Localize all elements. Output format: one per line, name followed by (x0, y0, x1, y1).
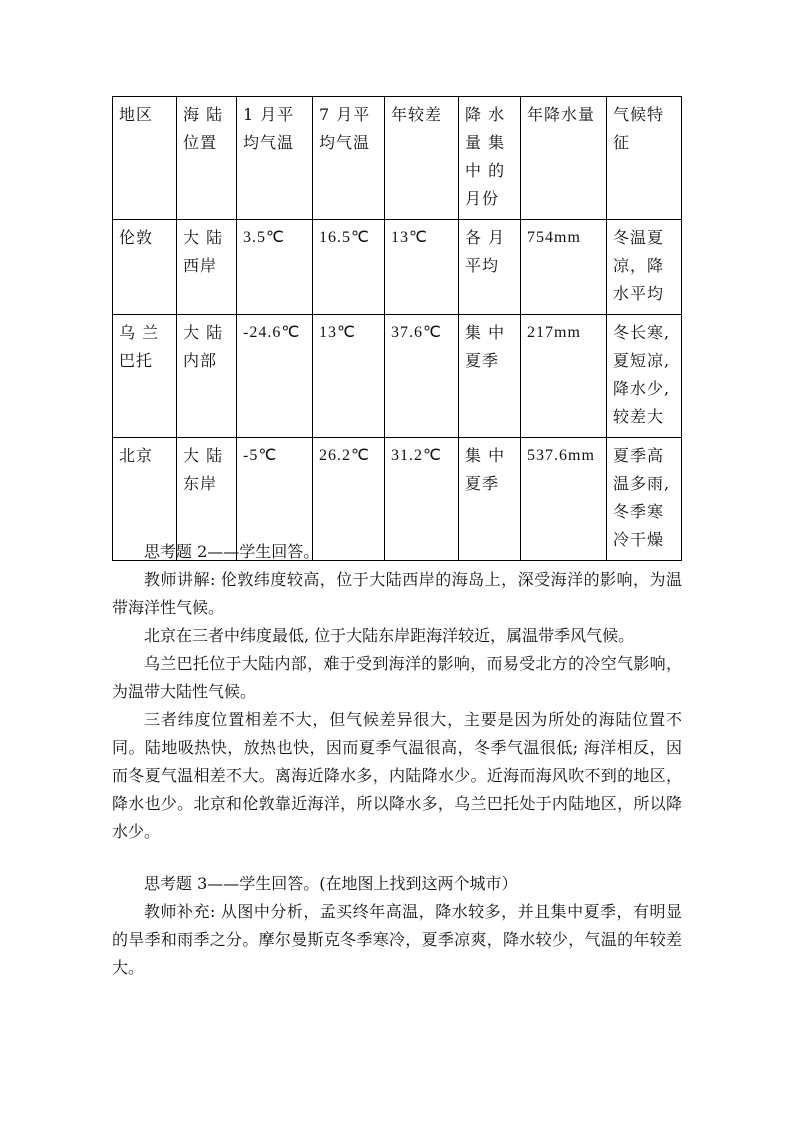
header-cell-jul-temp: 7 月平均气温 (313, 97, 385, 220)
table-header-row (113, 97, 682, 220)
table-cell: 乌 兰巴托 (113, 315, 177, 438)
climate-comparison-table (112, 96, 682, 561)
table-cell: 13℃ (313, 315, 385, 438)
table-cell: 北京 (113, 438, 177, 561)
table-row (113, 220, 682, 315)
table-cell: 3.5℃ (237, 220, 313, 315)
header-cell-region: 地区 (113, 97, 177, 220)
comparison-paragraph: 三者纬度位置相差不大，但气候差异很大，主要是因为所处的海陆位置不同。陆地吸热快，放热也快，因而夏季气温很高，冬季气温很低; 海洋相反，因而冬夏气温相差不大。离海近降水多，内陆降水少。近海而海风吹不到的地区，降水也少。北京和伦敦靠近海洋，所以降水多，乌兰巴托处于内陆地区，所以降水少。 (112, 710, 682, 841)
table-cell: 16.5℃ (313, 220, 385, 315)
table-row (113, 315, 682, 438)
table-cell: 537.6mm (521, 438, 607, 561)
table-cell: -5℃ (237, 438, 313, 561)
table-cell: 冬温夏凉，降水平均 (607, 220, 682, 315)
table-cell: 37.6℃ (385, 315, 459, 438)
table-cell: 31.2℃ (385, 438, 459, 561)
header-cell-annual-rain: 年降水量 (521, 97, 607, 220)
lesson-text (112, 538, 682, 982)
table-cell: 217mm (521, 315, 607, 438)
table-cell: 各 月平均 (459, 220, 521, 315)
beijing-paragraph: 北京在三者中纬度最低, 位于大陆东岸距海洋较近，属温带季风气候。 (144, 626, 635, 645)
table-cell: 伦敦 (113, 220, 177, 315)
header-cell-annual-range: 年较差 (385, 97, 459, 220)
header-cell-location: 海 陆位置 (177, 97, 237, 220)
header-cell-jan-temp: 1 月平均气温 (237, 97, 313, 220)
question-2-paragraph: 思考题 2——学生回答。 (144, 542, 320, 561)
table-cell: 大 陆内部 (177, 315, 237, 438)
table-cell: 大 陆东岸 (177, 438, 237, 561)
ulaanbaatar-paragraph: 乌兰巴托位于大陆内部，难于受到海洋的影响，而易受北方的冷空气影响，为温带大陆性气候。 (112, 654, 682, 701)
teacher-explanation-paragraph: 教师讲解: 伦敦纬度较高，位于大陆西岸的海岛上，深受海洋的影响，为温带海洋性气候。 (112, 570, 682, 617)
table-cell: 754mm (521, 220, 607, 315)
table-cell: 大 陆西岸 (177, 220, 237, 315)
table-cell: 夏季高温多雨,冬季寒冷干燥 (607, 438, 682, 561)
header-cell-rain-months: 降 水量 集中 的月份 (459, 97, 521, 220)
table-cell: 集 中夏季 (459, 438, 521, 561)
header-cell-climate: 气候特征 (607, 97, 682, 220)
question-3-paragraph: 思考题 3——学生回答。(在地图上找到这两个城市） (144, 874, 518, 893)
table-cell: -24.6℃ (237, 315, 313, 438)
table-cell: 集 中夏季 (459, 315, 521, 438)
table-cell: 26.2℃ (313, 438, 385, 561)
table-cell: 冬长寒,夏短凉,降水少,较差大 (607, 315, 682, 438)
teacher-supplement-paragraph: 教师补充: 从图中分析，孟买终年高温，降水较多，并且集中夏季，有明显的旱季和雨季之分。摩尔曼斯克冬季寒冷，夏季凉爽，降水较少，气温的年较差大。 (112, 902, 682, 977)
table-cell: 13℃ (385, 220, 459, 315)
